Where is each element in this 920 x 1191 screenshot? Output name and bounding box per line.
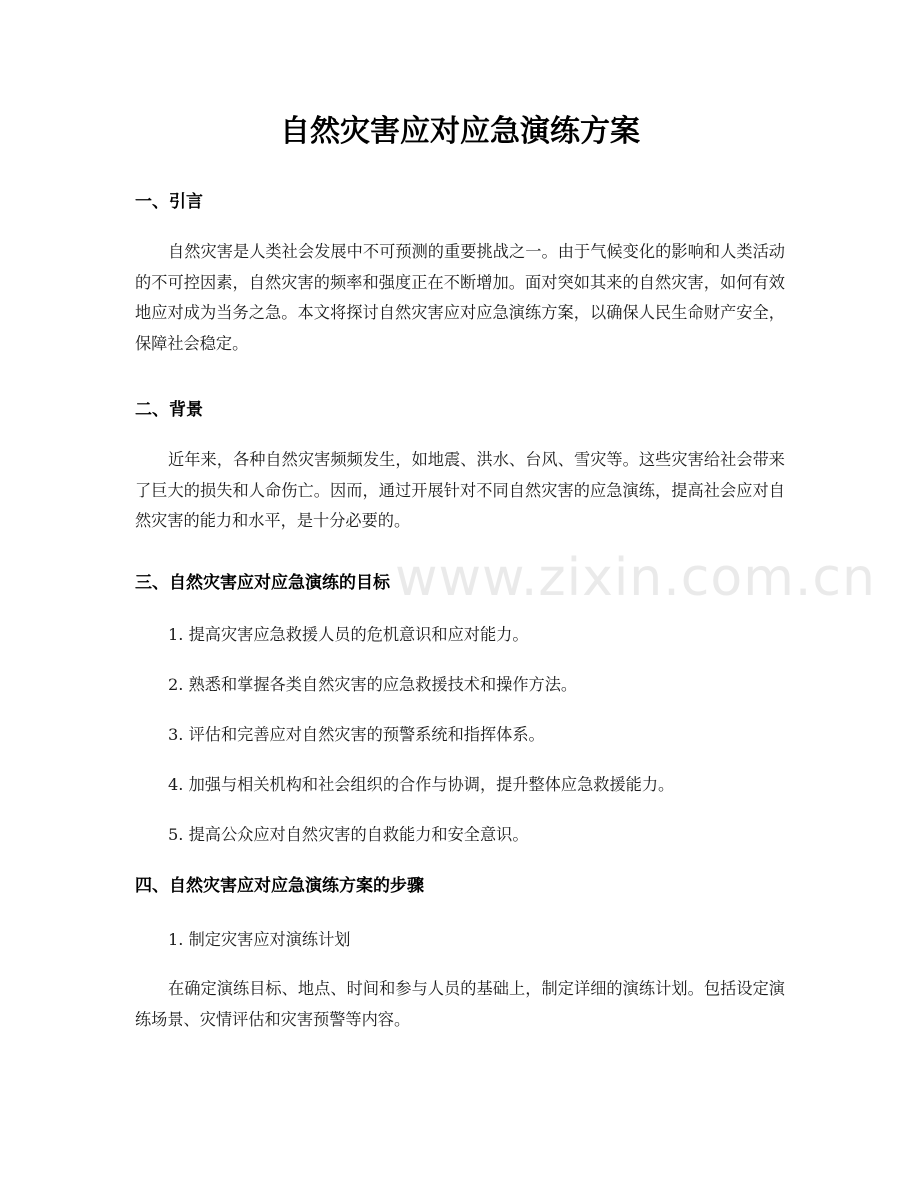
section-paragraph-steps: 在确定演练目标、地点、时间和参与人员的基础上，制定详细的演练计划。包括设定演练场景、灾情评估和灾害预警等内容。 [135, 979, 785, 1029]
goal-item: 1. 提高灾害应急救援人员的危机意识和应对能力。 [168, 625, 529, 644]
section-heading-intro: 一、引言 [135, 192, 203, 212]
watermark-text: www.zixin.com.cn [395, 548, 876, 608]
document-title: 自然灾害应对应急演练方案 [280, 114, 640, 149]
goal-item: 5. 提高公众应对自然灾害的自救能力和安全意识。 [168, 825, 529, 844]
section-heading-goals: 三、自然灾害应对应急演练的目标 [135, 573, 390, 593]
step-title: 1. 制定灾害应对演练计划 [168, 930, 351, 949]
section-heading-background: 二、背景 [135, 400, 203, 420]
section-paragraph-background: 近年来，各种自然灾害频频发生，如地震、洪水、台风、雪灾等。这些灾害给社会带来了巨大的损失和人命伤亡。因而，通过开展针对不同自然灾害的应急演练，提高社会应对自然灾害的能力和水平，是十分必要的。 [135, 450, 785, 530]
goal-item: 3. 评估和完善应对自然灾害的预警系统和指挥体系。 [168, 725, 545, 744]
goal-item: 4. 加强与相关机构和社会组织的合作与协调，提升整体应急救援能力。 [168, 775, 675, 794]
section-heading-steps: 四、自然灾害应对应急演练方案的步骤 [135, 876, 424, 896]
section-paragraph-intro: 自然灾害是人类社会发展中不可预测的重要挑战之一。由于气候变化的影响和人类活动的不可控因素，自然灾害的频率和强度正在不断增加。面对突如其来的自然灾害，如何有效地应对成为当务之急。本文将探讨自然灾害应对应急演练方案，以确保人民生命财产安全，保障社会稳定。 [135, 242, 785, 353]
goal-item: 2. 熟悉和掌握各类自然灾害的应急救援技术和操作方法。 [168, 675, 578, 694]
